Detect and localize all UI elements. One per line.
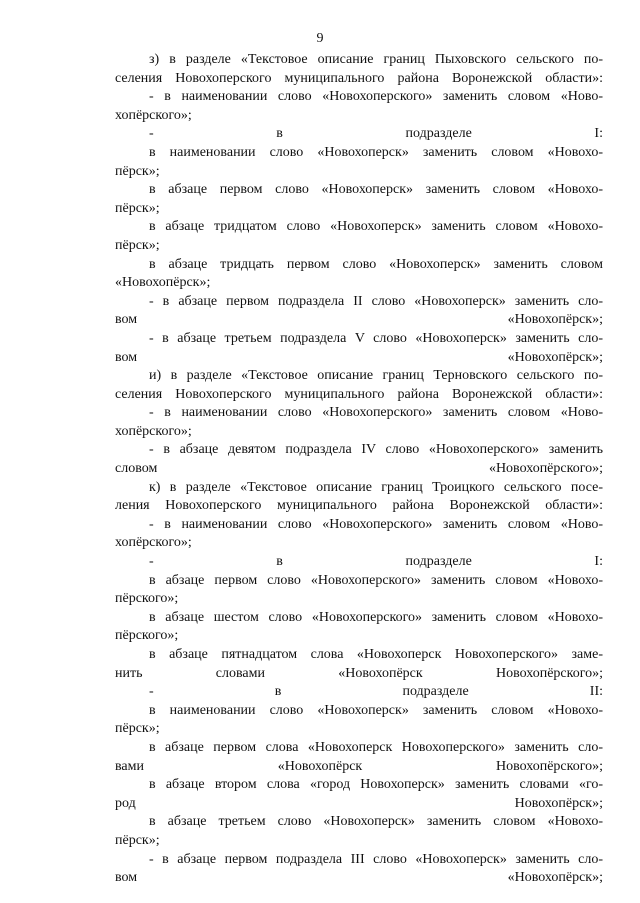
paragraph-line: вом «Новохопёрск»;	[115, 312, 603, 328]
paragraph-line: пёрск»;	[115, 163, 160, 179]
paragraph	[115, 367, 603, 404]
paragraph	[115, 181, 603, 218]
paragraph	[115, 739, 603, 776]
paragraph-line: пёрск»;	[115, 237, 160, 253]
paragraph	[115, 479, 603, 516]
paragraph	[115, 51, 603, 88]
paragraph-line: вом «Новохопёрск»;	[115, 870, 603, 886]
paragraph	[115, 404, 603, 441]
paragraph	[115, 609, 603, 646]
paragraph-line: «Новохопёрск»;	[115, 275, 211, 291]
paragraph	[115, 144, 603, 181]
paragraph-line: пёрского»;	[115, 591, 179, 607]
paragraph-line: в абзаце первом слова «Новохоперск Новохоперского» заменить сло-	[149, 739, 603, 755]
paragraph	[115, 125, 603, 144]
paragraph-line: - в наименовании слово «Новохоперского» заменить словом «Ново-	[149, 405, 603, 421]
paragraph-line: хопёрского»;	[115, 107, 192, 123]
page-number: 9	[316, 31, 324, 46]
paragraph-line: - в подразделе II:	[149, 684, 603, 700]
paragraph	[115, 813, 603, 850]
paragraph-line: к) в разделе «Текстовое описание границ Троицкого сельского посе-	[149, 479, 603, 495]
paragraph-line: нить словами «Новохопёрск Новохопёрского»;	[115, 665, 603, 681]
paragraph	[115, 516, 603, 553]
paragraph-line: и) в разделе «Текстовое описание границ Терновского сельского по-	[149, 368, 603, 384]
paragraph	[115, 256, 603, 293]
paragraph-line: в абзаце третьем слово «Новохоперск» заменить словом «Новохо-	[149, 814, 603, 830]
paragraph-line: в абзаце шестом слово «Новохоперского» заменить словом «Новохо-	[149, 609, 603, 625]
paragraph-line: ления Новохоперского муниципального района Воронежской области»:	[115, 498, 603, 514]
paragraph-line: пёрск»;	[115, 200, 160, 216]
paragraph	[115, 293, 603, 330]
paragraph-line: - в подразделе I:	[149, 554, 603, 570]
paragraph-line: в абзаце пятнадцатом слова «Новохоперск Новохоперского» заме-	[149, 647, 603, 662]
paragraph	[115, 553, 603, 572]
paragraph	[115, 851, 603, 888]
paragraph	[115, 646, 603, 683]
paragraph	[115, 441, 603, 478]
paragraph-line: - в абзаце первом подраздела II слово «Новохоперск» заменить сло-	[149, 293, 603, 309]
paragraph-line: род Новохопёрск»;	[115, 795, 603, 811]
paragraph	[115, 702, 603, 739]
paragraph	[115, 88, 603, 125]
paragraph-line: - в абзаце третьем подраздела V слово «Новохоперск» заменить сло-	[149, 330, 603, 346]
paragraph-line: вом «Новохопёрск»;	[115, 349, 603, 365]
paragraph	[115, 776, 603, 813]
paragraph-line: - в наименовании слово «Новохоперского» заменить словом «Ново-	[149, 516, 603, 532]
paragraph-line: в абзаце тридцать первом слово «Новохоперск» заменить словом	[149, 256, 603, 272]
paragraph-line: хопёрского»;	[115, 535, 192, 551]
paragraph-line: словом «Новохопёрского»;	[115, 461, 603, 477]
paragraph-line: пёрск»;	[115, 832, 160, 848]
paragraph-line: з) в разделе «Текстовое описание границ Пыховского сельского по-	[149, 52, 603, 67]
paragraph-line: - в абзаце девятом подраздела IV слово «Новохоперского» заменить	[149, 442, 603, 458]
paragraph-line: в наименовании слово «Новохоперск» заменить словом «Новохо-	[149, 144, 603, 160]
paragraph-line: хопёрского»;	[115, 423, 192, 439]
paragraph-line: в абзаце втором слова «город Новохоперск» заменить словами «го-	[149, 777, 603, 793]
document-body	[115, 51, 603, 888]
paragraph-line: пёрск»;	[115, 721, 160, 737]
paragraph-line: в абзаце первом слово «Новохоперского» заменить словом «Новохо-	[149, 572, 603, 588]
paragraph-line: - в наименовании слово «Новохоперского» заменить словом «Ново-	[149, 89, 603, 105]
paragraph-line: селения Новохоперского муниципального района Воронежской области»:	[115, 386, 603, 402]
paragraph-line: селения Новохоперского муниципального района Воронежской области»:	[115, 70, 603, 86]
paragraph-line: - в абзаце первом подраздела III слово «Новохоперск» заменить сло-	[149, 851, 603, 867]
paragraph-line: в абзаце первом слово «Новохоперск» заменить словом «Новохо-	[149, 182, 603, 198]
paragraph	[115, 218, 603, 255]
paragraph-line: пёрского»;	[115, 628, 179, 644]
paragraph	[115, 572, 603, 609]
paragraph	[115, 330, 603, 367]
paragraph-line: - в подразделе I:	[149, 126, 603, 142]
paragraph-line: вами «Новохопёрск Новохопёрского»;	[115, 758, 603, 774]
paragraph	[115, 683, 603, 702]
paragraph-line: в наименовании слово «Новохоперск» заменить словом «Новохо-	[149, 702, 603, 718]
paragraph-line: в абзаце тридцатом слово «Новохоперск» заменить словом «Новохо-	[149, 219, 603, 235]
